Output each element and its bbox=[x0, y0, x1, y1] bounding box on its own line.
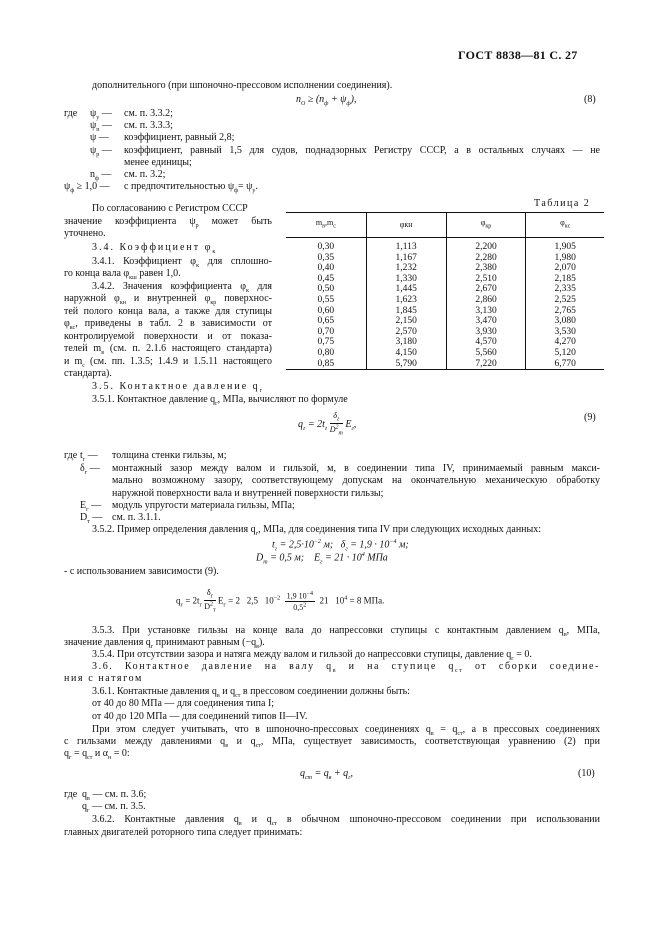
where-8-item: $\psi_у$ — bbox=[90, 108, 112, 121]
using-note: - с использованием зависимости (9). bbox=[64, 566, 219, 577]
section-3-5: 3.5. Контактное давление $q_г$ bbox=[92, 381, 265, 394]
header-phi-kr: $\varphi_{кр}$ bbox=[446, 213, 526, 238]
table-row bbox=[286, 284, 604, 295]
range-1: от 40 до 80 МПа — для соединения типа I; bbox=[92, 698, 275, 709]
where-8-lead: где bbox=[64, 108, 78, 119]
where-8-item: $\psi_п$ — bbox=[90, 120, 112, 133]
intro-line: дополнительного (при шпоночно-прессовом исполнении соединения). bbox=[92, 80, 393, 91]
table-cell: 2,510 bbox=[446, 274, 526, 285]
table-cell: 1,623 bbox=[366, 295, 446, 306]
s341-line1: 3.4.1. Коэффициент $\varphi_к$ для сплошно- bbox=[92, 256, 272, 269]
where-8-item: ψ — bbox=[90, 132, 109, 143]
where-9-lead: где bbox=[64, 450, 78, 461]
table-cell: 2,860 bbox=[446, 295, 526, 306]
s353-line2: значение давления $q_г$ принимают равным $(-q_в)$. bbox=[64, 637, 265, 650]
table-cell: 4,270 bbox=[526, 337, 604, 348]
table-cell: 0,75 bbox=[317, 337, 335, 348]
table-cell: 2,570 bbox=[366, 327, 446, 338]
where-9-sym: $D_т$ — bbox=[80, 512, 103, 525]
where-8-text: см. п. 3.3.3; bbox=[124, 120, 173, 131]
table-cell: 2,380 bbox=[446, 263, 526, 274]
table-cell: 1,845 bbox=[366, 306, 446, 317]
note-line1: При этом следует учитывать, что в шпоночно-прессовых соединениях $q_в = q_{ст}$, а в прессовых соединениях bbox=[92, 724, 600, 737]
table-cell: 0,85 bbox=[317, 358, 335, 369]
s362-line1: 3.6.2. Контактные давления $q_в$ и $q_{ст}$ в обычном шпоночно-прессовом соединении при использовании bbox=[92, 814, 601, 827]
table-cell: 1,905 bbox=[526, 238, 604, 253]
header-phi-ks: $\varphi_{кс}$ bbox=[526, 213, 604, 238]
table-cell: 0,50 bbox=[317, 284, 335, 295]
where-9-text: наружной поверхности вала и внутренней поверхности гильзы; bbox=[112, 488, 384, 499]
table-title: Таблица 2 bbox=[534, 198, 591, 209]
table-row bbox=[286, 359, 604, 370]
s354: 3.5.4. При отсутствии зазора и натяга между валом и гильзой до напрессовки ступицы, давление $q_г = 0$. bbox=[92, 649, 532, 662]
s342-line3: тей полого конца вала, а также для ступицы bbox=[64, 306, 272, 317]
where-9-sym: $E_г$ — bbox=[80, 500, 102, 513]
table-cell: 4,150 bbox=[366, 348, 446, 359]
table-cell: 0,65 bbox=[317, 316, 335, 327]
s342-line7: и $m_с$ (см. пп. 1.3.5; 1.4.9 и 1.5.11 настоящего bbox=[64, 356, 272, 369]
where-9-text: толщина стенки гильзы, м; bbox=[112, 450, 227, 461]
where-8-item: $n_ф$ — bbox=[90, 169, 112, 182]
where-8-text: коэффициент, равный 1,5 для судов, поднадзорных Регистру СССР, а в остальных случаях — не bbox=[124, 145, 600, 156]
table-cell: 2,670 bbox=[446, 284, 526, 295]
table-cell: 2,765 bbox=[526, 306, 604, 317]
table-cell: 3,130 bbox=[446, 306, 526, 317]
table-cell: 6,770 bbox=[526, 359, 604, 370]
formula-9-number: (9) bbox=[584, 412, 596, 423]
table-cell: 2,335 bbox=[526, 284, 604, 295]
formula-10: $q_{ст} = q_в + q_г$, bbox=[300, 768, 353, 781]
where-10-item: $q_г$ — см. п. 3.5. bbox=[82, 801, 146, 814]
table-cell: 0,70 bbox=[317, 326, 335, 337]
where-9-text: монтажный зазор между валом и гильзой, м, в соединении типа IV, принимаемый равным макси- bbox=[112, 463, 600, 474]
formula-8: $n_O \ge (n_ф + \psi_ф)$, bbox=[296, 94, 357, 107]
table-cell: 0,35 bbox=[317, 252, 335, 263]
table-cell: 0,40 bbox=[317, 263, 335, 274]
note-line3: $q_г = q_{ст}$ и $\alpha_н = 0$: bbox=[64, 748, 130, 761]
table-cell: 0,60 bbox=[317, 305, 335, 316]
table-cell: 3,530 bbox=[526, 327, 604, 338]
where-8-item: $\psi_р$ — bbox=[90, 145, 112, 158]
table-cell: 3,080 bbox=[526, 316, 604, 327]
table-cell: 0,80 bbox=[317, 347, 335, 358]
table-cell: 5,120 bbox=[526, 348, 604, 359]
table-cell: 7,220 bbox=[446, 359, 526, 370]
where-9-text: см. п. 3.1.1. bbox=[112, 512, 161, 523]
s361: 3.6.1. Контактные давления $q_в$ и $q_{ст}$ в прессовом соединении должны быть: bbox=[92, 686, 410, 699]
table-cell: 2,200 bbox=[446, 238, 526, 253]
formula-9: $q_г = 2t_г$ $\frac{\delta_г}{D^2_т} E_г$, bbox=[298, 411, 357, 437]
s342-line2: наружной $\varphi_{кн}$ и внутренней $\varphi_{кр}$ поверхнос- bbox=[64, 293, 273, 306]
s352: 3.5.2. Пример определения давления $q_г$, МПа, для соединения типа IV при следующих исходных данных: bbox=[92, 524, 542, 537]
p-registr-2: значение коэффициента $\psi_р$ может быть bbox=[64, 216, 272, 229]
table-cell: 2,525 bbox=[526, 295, 604, 306]
table-cell: 0,45 bbox=[317, 273, 335, 284]
where-8-item: $\psi_ф \ge 1,0$ — bbox=[64, 181, 110, 194]
example-line-1: $t_г = 2,5\cdot 10^{-2}$ м; $\delta_г = 1,9 \cdot 10^{-4}$ м; bbox=[272, 539, 409, 553]
table-row bbox=[286, 337, 604, 348]
table-cell: 2,185 bbox=[526, 274, 604, 285]
where-9-sym: $\delta_г$ — bbox=[80, 463, 100, 476]
table-cell: 2,070 bbox=[526, 263, 604, 274]
where-9-text: модуль упругости материала гильзы, МПа; bbox=[112, 500, 295, 511]
table-row bbox=[286, 253, 604, 264]
table-cell: 3,180 bbox=[366, 337, 446, 348]
table-cell: 4,570 bbox=[446, 337, 526, 348]
where-9-sym: $t_г$ — bbox=[80, 450, 98, 463]
table-row bbox=[286, 274, 604, 285]
table-row bbox=[286, 316, 604, 327]
page-header: ГОСТ 8838—81 С. 27 bbox=[458, 48, 578, 62]
where-10-lead: где bbox=[64, 789, 78, 800]
s342-line6: телей $m_в$ (см. п. 2.1.6 настоящего стандарта) bbox=[64, 343, 272, 356]
s351: 3.5.1. Контактное давление $q_г$, МПа, вычисляют по формуле bbox=[92, 394, 348, 407]
table-row bbox=[286, 306, 604, 317]
table-cell: 0,55 bbox=[317, 294, 335, 305]
section-3-4: 3.4. Коэффициент $\varphi_к$ bbox=[92, 242, 218, 255]
table-cell: 1,445 bbox=[366, 284, 446, 295]
table-cell: 5,560 bbox=[446, 348, 526, 359]
formula-10-number: (10) bbox=[578, 768, 595, 779]
example-line-2: $D_т = 0,5$ м; $E_г = 21 \cdot 10^4$ МПа bbox=[256, 552, 388, 566]
table-cell: 3,930 bbox=[446, 327, 526, 338]
calc-formula: $q_г = 2t_г$ $\frac{\delta_г}{D^2_т} E_г = 2$ 2,5 $10^{-2}$ $\frac{1,9 10^{-4}}{0,5^2} 21$ $10^4 = 8$ МПа. bbox=[176, 588, 385, 614]
header-phi-kn: φкн bbox=[366, 213, 446, 238]
s342-line8: стандарта). bbox=[64, 368, 112, 379]
table-row bbox=[286, 238, 604, 253]
table-cell: 0,30 bbox=[317, 242, 335, 252]
table-cell: 1,113 bbox=[366, 238, 446, 253]
section-3-6: 3.6. Контактное давление на валу $q_в$ и на ступице $q_{ст}$ от сборки соедине- bbox=[92, 661, 601, 674]
range-2: от 40 до 120 МПа — для соединений типов II—IV. bbox=[92, 711, 308, 722]
s342-line5: контролируемой поверхности и от показа- bbox=[64, 331, 272, 342]
p-registr-3: уточнено. bbox=[64, 228, 106, 239]
table-row bbox=[286, 263, 604, 274]
where-8-text: коэффициент, равный 2,8; bbox=[124, 132, 235, 143]
where-9-text: мально возможному зазору, соответствующему допускам на окончательную механическую обработку bbox=[112, 475, 600, 486]
table-cell: 5,790 bbox=[366, 359, 446, 370]
table-row bbox=[286, 348, 604, 359]
where-8-text: см. п. 3.3.2; bbox=[124, 108, 173, 119]
table-row bbox=[286, 295, 604, 306]
table-cell: 1,232 bbox=[366, 263, 446, 274]
where-10-item: $q_в$ — см. п. 3.6; bbox=[82, 789, 147, 802]
table-cell: 3,470 bbox=[446, 316, 526, 327]
where-8-text: с предпочтительностью $\psi_ф= \psi_у$. bbox=[124, 181, 258, 194]
p-registr: По согласованию с Регистром СССР bbox=[92, 203, 248, 214]
where-8-text: менее единицы; bbox=[124, 157, 192, 168]
note-line2: с гильзами между давлениями $q_в$ и $q_{ст}$, МПа, существует зависимость, соответствующая уравнению (2) при bbox=[64, 736, 600, 749]
table-cell: 2,150 bbox=[366, 316, 446, 327]
where-8-text: см. п. 3.2; bbox=[124, 169, 166, 180]
table-cell: 1,330 bbox=[366, 274, 446, 285]
table-cell: 1,980 bbox=[526, 253, 604, 264]
table-2 bbox=[286, 212, 604, 370]
s342-line1: 3.4.2. Значения коэффициента $\varphi_к$ для bbox=[92, 281, 272, 294]
section-3-6-line2: ния с натягом bbox=[64, 673, 143, 684]
s342-line4: $\varphi_{кс}$, приведены в табл. 2 в зависимости от bbox=[64, 318, 272, 331]
table-cell: 1,167 bbox=[366, 253, 446, 264]
formula-8-number: (8) bbox=[584, 94, 596, 105]
s353-line1: 3.5.3. При установке гильзы на конце вала до напрессовки ступицы с контактным давлением $q_в$, МПа, bbox=[92, 625, 600, 638]
s362-line2: главных двигателей роторного типа следует принимать: bbox=[64, 827, 303, 838]
header-m: $m_в,m_с$ bbox=[286, 213, 366, 238]
table-cell: 2,280 bbox=[446, 253, 526, 264]
table-row bbox=[286, 327, 604, 338]
s341-line2: го конца вала $\varphi_{кш}$ равен 1,0. bbox=[64, 268, 181, 281]
